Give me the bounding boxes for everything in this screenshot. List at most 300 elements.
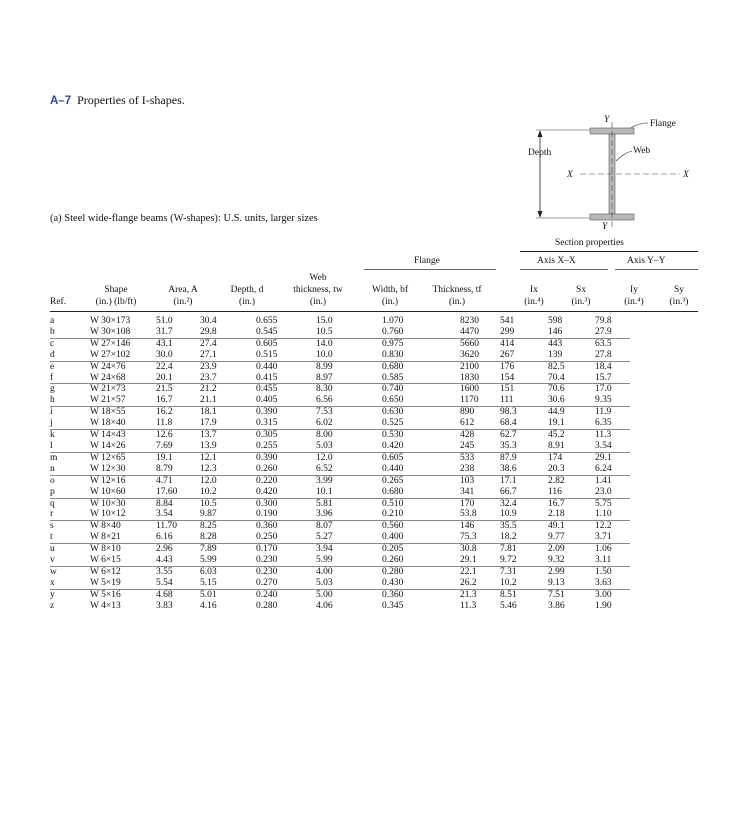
shape-cell: W 10×60 bbox=[90, 486, 126, 497]
web-cell: 0.190 bbox=[256, 509, 278, 520]
area-column-header: Area, A (in.²) bbox=[168, 285, 198, 307]
table-title bbox=[50, 93, 185, 108]
ix-cell: 245 bbox=[460, 440, 475, 451]
area-cell: 31.7 bbox=[156, 326, 173, 337]
web-cell: 0.415 bbox=[256, 372, 278, 383]
table-row bbox=[50, 384, 630, 395]
web-cell: 0.300 bbox=[256, 498, 316, 509]
ix-cell: 5660 bbox=[460, 338, 500, 349]
iy-cell: 70.4 bbox=[548, 372, 565, 383]
iy-cell: 45.2 bbox=[548, 430, 595, 441]
shape-cell: W 18×55 bbox=[90, 407, 156, 418]
shape-cell: W 18×40 bbox=[90, 418, 126, 429]
table-row bbox=[50, 452, 630, 463]
ref-cell: f bbox=[50, 372, 54, 383]
w-shapes-table bbox=[50, 316, 630, 612]
flange-label: Flange bbox=[650, 119, 676, 129]
ref-cell: o bbox=[50, 475, 90, 486]
depth-cell: 6.03 bbox=[200, 566, 256, 577]
table-row bbox=[50, 464, 630, 475]
ref-cell: r bbox=[50, 509, 54, 520]
sx-cell: 5.46 bbox=[500, 600, 517, 611]
fw-cell: 3.94 bbox=[316, 544, 382, 555]
fw-cell: 12.0 bbox=[316, 452, 382, 463]
web-cell: 0.305 bbox=[256, 430, 316, 441]
sx-cell: 68.4 bbox=[500, 418, 517, 429]
fw-cell: 6.02 bbox=[316, 418, 333, 429]
depth-cell: 13.7 bbox=[200, 430, 256, 441]
ref-cell: q bbox=[50, 498, 90, 509]
ix-cell: 1170 bbox=[460, 395, 479, 406]
sx-cell: 151 bbox=[500, 384, 548, 395]
area-cell: 30.0 bbox=[156, 349, 173, 360]
sy-cell: 1.06 bbox=[595, 544, 630, 555]
table-row bbox=[50, 544, 630, 555]
fw-cell: 10.5 bbox=[316, 326, 333, 337]
area-cell: 3.54 bbox=[156, 509, 173, 520]
ft-cell: 0.210 bbox=[382, 509, 404, 520]
iy-cell: 19.1 bbox=[548, 418, 565, 429]
ix-cell: 75.3 bbox=[460, 532, 477, 543]
ft-cell: 0.440 bbox=[382, 463, 404, 474]
iy-cell: 9.77 bbox=[548, 532, 565, 543]
ft-cell: 0.760 bbox=[382, 326, 404, 337]
web-cell: 0.280 bbox=[256, 600, 278, 611]
web-cell: 0.405 bbox=[256, 395, 278, 406]
web-cell: 0.270 bbox=[256, 577, 278, 588]
iy-cell: 3.86 bbox=[548, 600, 565, 611]
depth-cell: 17.9 bbox=[200, 418, 217, 429]
ix-cell: 612 bbox=[460, 418, 475, 429]
fw-cell: 8.30 bbox=[316, 384, 382, 395]
sy-cell: 27.9 bbox=[595, 326, 612, 337]
ft-cell: 0.430 bbox=[382, 577, 404, 588]
sy-cell: 79.8 bbox=[595, 316, 612, 326]
iy-cell: 598 bbox=[548, 316, 563, 326]
ft-cell: 0.510 bbox=[382, 498, 460, 509]
ix-cell: 146 bbox=[460, 521, 500, 532]
ref-cell: l bbox=[50, 440, 53, 451]
table-row bbox=[50, 601, 630, 612]
web-cell: 0.240 bbox=[256, 589, 316, 600]
sy-cell: 15.7 bbox=[595, 372, 612, 383]
web-cell: 0.315 bbox=[256, 418, 278, 429]
ix-cell: 29.1 bbox=[460, 555, 477, 566]
area-cell: 4.43 bbox=[156, 555, 173, 566]
web-cell: 0.655 bbox=[256, 316, 278, 326]
depth-cell: 30.4 bbox=[200, 316, 217, 326]
sy-cell: 12.2 bbox=[595, 521, 630, 532]
sx-cell: 7.31 bbox=[500, 566, 548, 577]
table-row bbox=[50, 350, 630, 361]
depth-cell: 27.4 bbox=[200, 338, 256, 349]
web-cell: 0.255 bbox=[256, 440, 278, 451]
sy-cell: 29.1 bbox=[595, 452, 630, 463]
iy-cell: 443 bbox=[548, 338, 595, 349]
ref-cell: a bbox=[50, 316, 55, 326]
area-cell: 3.55 bbox=[156, 566, 200, 577]
web-cell: 0.230 bbox=[256, 566, 316, 577]
sx-cell: 7.81 bbox=[500, 544, 548, 555]
fw-cell: 15.0 bbox=[316, 316, 333, 326]
shape-cell: W 8×21 bbox=[90, 532, 121, 543]
fw-cell: 14.0 bbox=[316, 338, 382, 349]
iy-cell: 16.7 bbox=[548, 498, 595, 509]
ref-cell: s bbox=[50, 521, 90, 532]
fw-cell: 6.52 bbox=[316, 463, 333, 474]
ref-cell: n bbox=[50, 463, 55, 474]
area-cell: 11.70 bbox=[156, 521, 200, 532]
sy-cell: 3.11 bbox=[595, 555, 612, 566]
table-row bbox=[50, 475, 630, 486]
ft-cell: 0.605 bbox=[382, 452, 460, 463]
sy-column-header: Sy (in.³) bbox=[669, 285, 689, 307]
depth-arrow-top bbox=[538, 130, 543, 137]
fw-cell: 3.99 bbox=[316, 475, 382, 486]
area-cell: 12.6 bbox=[156, 430, 200, 441]
fw-cell: 6.56 bbox=[316, 395, 333, 406]
y-axis-label-bottom: Y bbox=[602, 222, 608, 231]
table-title-text: Properties of I-shapes. bbox=[77, 93, 185, 107]
ix-cell: 103 bbox=[460, 475, 500, 486]
web-cell: 0.605 bbox=[256, 338, 316, 349]
flange-header: Flange bbox=[414, 256, 440, 266]
table-subtitle: (a) Steel wide-flange beams (W-shapes): U.S. units, larger sizes bbox=[50, 213, 318, 224]
ref-cell: y bbox=[50, 589, 90, 600]
shape-cell: W 5×16 bbox=[90, 589, 156, 600]
web-cell: 0.515 bbox=[256, 349, 278, 360]
shape-cell: W 24×76 bbox=[90, 361, 156, 372]
web-cell: 0.360 bbox=[256, 521, 316, 532]
table-row bbox=[50, 521, 630, 532]
shape-column-header: Shape (in.) (lb/ft) bbox=[95, 285, 137, 307]
table-row bbox=[50, 373, 630, 384]
web-cell: 0.420 bbox=[256, 486, 278, 497]
ft-cell: 1.070 bbox=[382, 316, 404, 326]
flange-thickness-column-header: Thickness, tf (in.) bbox=[432, 285, 482, 307]
table-row bbox=[50, 316, 630, 327]
depth-cell: 21.1 bbox=[200, 395, 217, 406]
fw-cell: 10.1 bbox=[316, 486, 333, 497]
shape-cell: W 27×146 bbox=[90, 338, 156, 349]
fw-cell: 4.06 bbox=[316, 600, 333, 611]
ix-cell: 22.1 bbox=[460, 566, 500, 577]
fw-cell: 4.00 bbox=[316, 566, 382, 577]
ft-cell: 0.830 bbox=[382, 349, 404, 360]
sy-cell: 11.9 bbox=[595, 407, 630, 418]
ref-cell: d bbox=[50, 349, 55, 360]
fw-cell: 8.97 bbox=[316, 372, 333, 383]
sx-cell: 10.2 bbox=[500, 577, 517, 588]
flange-width-column-header: Width, bf (in.) bbox=[371, 285, 409, 307]
ix-cell: 4470 bbox=[460, 326, 479, 337]
ft-cell: 0.360 bbox=[382, 589, 460, 600]
ref-column-header: Ref. bbox=[50, 297, 67, 307]
sx-cell: 9.72 bbox=[500, 555, 517, 566]
iy-column-header: Iy (in.⁴) bbox=[624, 285, 644, 307]
shape-cell: W 14×26 bbox=[90, 440, 126, 451]
depth-cell: 4.16 bbox=[200, 600, 217, 611]
iy-cell: 30.6 bbox=[548, 395, 565, 406]
area-cell: 43.1 bbox=[156, 338, 200, 349]
depth-arrow-bottom bbox=[538, 211, 543, 218]
sy-cell: 1.50 bbox=[595, 566, 630, 577]
web-cell: 0.390 bbox=[256, 407, 316, 418]
iy-cell: 7.51 bbox=[548, 589, 595, 600]
sy-cell: 5.75 bbox=[595, 498, 630, 509]
sy-cell: 23.0 bbox=[595, 486, 612, 497]
sy-cell: 6.24 bbox=[595, 463, 612, 474]
x-axis-label-right: X bbox=[683, 170, 689, 180]
sy-cell: 11.3 bbox=[595, 430, 630, 441]
sx-cell: 18.2 bbox=[500, 532, 517, 543]
fw-cell: 3.96 bbox=[316, 509, 333, 520]
shape-cell: W 10×30 bbox=[90, 498, 156, 509]
fw-cell: 5.81 bbox=[316, 498, 382, 509]
ix-cell: 3620 bbox=[460, 349, 479, 360]
iy-cell: 146 bbox=[548, 326, 563, 337]
sy-cell: 3.71 bbox=[595, 532, 612, 543]
table-row bbox=[50, 589, 630, 600]
iy-cell: 139 bbox=[548, 349, 563, 360]
fw-cell: 5.00 bbox=[316, 589, 382, 600]
depth-column-header: Depth, d (in.) bbox=[230, 285, 264, 307]
table-row bbox=[50, 361, 630, 372]
depth-label: Depth bbox=[528, 148, 552, 158]
depth-cell: 12.0 bbox=[200, 475, 256, 486]
ix-cell: 11.3 bbox=[460, 600, 477, 611]
iy-cell: 44.9 bbox=[548, 407, 595, 418]
shape-cell: W 4×13 bbox=[90, 600, 121, 611]
ix-cell: 8230 bbox=[460, 316, 479, 326]
iy-cell: 2.18 bbox=[548, 509, 565, 520]
ix-cell: 26.2 bbox=[460, 577, 477, 588]
area-cell: 21.5 bbox=[156, 384, 200, 395]
fw-cell: 5.03 bbox=[316, 440, 333, 451]
i-beam-diagram bbox=[520, 113, 720, 231]
area-cell: 8.84 bbox=[156, 498, 200, 509]
ix-cell: 1830 bbox=[460, 372, 479, 383]
depth-cell: 5.01 bbox=[200, 589, 256, 600]
depth-cell: 8.25 bbox=[200, 521, 256, 532]
shape-cell: W 12×16 bbox=[90, 475, 156, 486]
table-row bbox=[50, 532, 630, 543]
area-cell: 4.68 bbox=[156, 589, 200, 600]
depth-cell: 23.7 bbox=[200, 372, 217, 383]
ref-cell: m bbox=[50, 452, 90, 463]
depth-cell: 12.3 bbox=[200, 463, 217, 474]
depth-cell: 13.9 bbox=[200, 440, 217, 451]
ft-cell: 0.680 bbox=[382, 361, 460, 372]
fw-cell: 5.03 bbox=[316, 577, 333, 588]
web-label: Web bbox=[633, 146, 651, 156]
area-cell: 7.69 bbox=[156, 440, 173, 451]
shape-cell: W 8×10 bbox=[90, 544, 156, 555]
ft-cell: 0.345 bbox=[382, 600, 404, 611]
depth-cell: 7.89 bbox=[200, 544, 256, 555]
depth-cell: 21.2 bbox=[200, 384, 256, 395]
ft-cell: 0.740 bbox=[382, 384, 460, 395]
iy-cell: 20.3 bbox=[548, 463, 565, 474]
ix-cell: 341 bbox=[460, 486, 475, 497]
table-row bbox=[50, 578, 630, 589]
table-row bbox=[50, 555, 630, 566]
web-cell: 0.230 bbox=[256, 555, 278, 566]
shape-cell: W 8×40 bbox=[90, 521, 156, 532]
table-row bbox=[50, 487, 630, 498]
sx-cell: 10.9 bbox=[500, 509, 517, 520]
area-cell: 2.96 bbox=[156, 544, 200, 555]
shape-cell: W 27×102 bbox=[90, 349, 131, 360]
web-cell: 0.250 bbox=[256, 532, 278, 543]
sy-cell: 18.4 bbox=[595, 361, 630, 372]
fw-cell: 8.07 bbox=[316, 521, 382, 532]
table-row bbox=[50, 327, 630, 338]
depth-cell: 8.28 bbox=[200, 532, 217, 543]
web-cell: 0.455 bbox=[256, 384, 316, 395]
web-cell: 0.545 bbox=[256, 326, 278, 337]
shape-cell: W 30×108 bbox=[90, 326, 131, 337]
sy-cell: 63.5 bbox=[595, 338, 630, 349]
iy-cell: 70.6 bbox=[548, 384, 595, 395]
ft-cell: 0.265 bbox=[382, 475, 460, 486]
shape-cell: W 12×65 bbox=[90, 452, 156, 463]
sy-cell: 3.00 bbox=[595, 589, 630, 600]
iy-cell: 8.91 bbox=[548, 440, 565, 451]
ft-cell: 0.975 bbox=[382, 338, 460, 349]
y-axis-label-top: Y bbox=[604, 115, 610, 125]
ref-cell: g bbox=[50, 384, 90, 395]
area-cell: 8.79 bbox=[156, 463, 173, 474]
depth-cell: 12.1 bbox=[200, 452, 256, 463]
ft-cell: 0.680 bbox=[382, 486, 404, 497]
ref-cell: t bbox=[50, 532, 53, 543]
ref-cell: p bbox=[50, 486, 55, 497]
sy-cell: 1.10 bbox=[595, 509, 612, 520]
sx-cell: 35.5 bbox=[500, 521, 548, 532]
web-cell: 0.390 bbox=[256, 452, 316, 463]
sy-cell: 6.35 bbox=[595, 418, 612, 429]
depth-cell: 10.5 bbox=[200, 498, 256, 509]
sy-cell: 3.63 bbox=[595, 577, 612, 588]
web-thickness-column-header: Web thickness, tw (in.) bbox=[293, 273, 343, 307]
ix-cell: 1600 bbox=[460, 384, 500, 395]
section-properties-header: Section properties bbox=[555, 238, 624, 248]
web-cell: 0.170 bbox=[256, 544, 316, 555]
ft-cell: 0.650 bbox=[382, 395, 404, 406]
depth-cell: 5.99 bbox=[200, 555, 217, 566]
shape-cell: W 14×43 bbox=[90, 430, 156, 441]
table-row bbox=[50, 566, 630, 577]
shape-cell: W 30×173 bbox=[90, 316, 131, 326]
sx-cell: 267 bbox=[500, 349, 515, 360]
ix-cell: 53.8 bbox=[460, 509, 477, 520]
ix-column-header: Ix (in.⁴) bbox=[524, 285, 544, 307]
area-cell: 4.71 bbox=[156, 475, 200, 486]
sx-cell: 66.7 bbox=[500, 486, 517, 497]
x-axis-label-left: X bbox=[567, 170, 573, 180]
ref-cell: j bbox=[50, 418, 53, 429]
ref-cell: u bbox=[50, 544, 90, 555]
iy-cell: 2.82 bbox=[548, 475, 595, 486]
ft-cell: 0.630 bbox=[382, 407, 460, 418]
sy-cell: 3.54 bbox=[595, 440, 612, 451]
area-cell: 16.7 bbox=[156, 395, 173, 406]
fw-cell: 8.99 bbox=[316, 361, 382, 372]
ref-cell: e bbox=[50, 361, 90, 372]
depth-cell: 23.9 bbox=[200, 361, 256, 372]
sx-cell: 541 bbox=[500, 316, 515, 326]
sx-cell: 38.6 bbox=[500, 463, 517, 474]
axis-xx-header: Axis X–X bbox=[537, 256, 576, 266]
ref-cell: c bbox=[50, 338, 90, 349]
fw-cell: 10.0 bbox=[316, 349, 333, 360]
area-cell: 16.2 bbox=[156, 407, 200, 418]
shape-cell: W 12×30 bbox=[90, 463, 126, 474]
table-row bbox=[50, 498, 630, 509]
sx-cell: 111 bbox=[500, 395, 514, 406]
area-cell: 22.4 bbox=[156, 361, 200, 372]
fw-cell: 8.00 bbox=[316, 430, 382, 441]
ref-cell: h bbox=[50, 395, 55, 406]
area-cell: 51.0 bbox=[156, 316, 173, 326]
sx-cell: 154 bbox=[500, 372, 515, 383]
depth-cell: 27.1 bbox=[200, 349, 217, 360]
sx-cell: 176 bbox=[500, 361, 548, 372]
ft-cell: 0.400 bbox=[382, 532, 404, 543]
table-row bbox=[50, 441, 630, 452]
web-cell: 0.220 bbox=[256, 475, 316, 486]
ft-cell: 0.260 bbox=[382, 555, 404, 566]
area-cell: 5.54 bbox=[156, 577, 173, 588]
sx-cell: 87.9 bbox=[500, 452, 548, 463]
depth-cell: 10.2 bbox=[200, 486, 217, 497]
sy-cell: 9.35 bbox=[595, 395, 612, 406]
table-row bbox=[50, 407, 630, 418]
web-cell: 0.440 bbox=[256, 361, 316, 372]
depth-cell: 29.8 bbox=[200, 326, 217, 337]
ref-cell: z bbox=[50, 600, 55, 611]
iy-cell: 82.5 bbox=[548, 361, 595, 372]
sx-cell: 299 bbox=[500, 326, 515, 337]
ft-cell: 0.525 bbox=[382, 418, 404, 429]
ft-cell: 0.280 bbox=[382, 566, 460, 577]
web-cell: 0.260 bbox=[256, 463, 278, 474]
iy-cell: 2.99 bbox=[548, 566, 595, 577]
depth-cell: 5.15 bbox=[200, 577, 217, 588]
ref-cell: b bbox=[50, 326, 55, 337]
fw-cell: 5.99 bbox=[316, 555, 333, 566]
fw-cell: 7.53 bbox=[316, 407, 382, 418]
area-cell: 6.16 bbox=[156, 532, 173, 543]
sx-cell: 17.1 bbox=[500, 475, 548, 486]
shape-cell: W 5×19 bbox=[90, 577, 121, 588]
shape-cell: W 21×73 bbox=[90, 384, 156, 395]
sy-cell: 17.0 bbox=[595, 384, 630, 395]
ft-cell: 0.530 bbox=[382, 430, 460, 441]
ix-cell: 30.8 bbox=[460, 544, 500, 555]
shape-cell: W 10×12 bbox=[90, 509, 126, 520]
ref-cell: i bbox=[50, 407, 90, 418]
ix-cell: 890 bbox=[460, 407, 500, 418]
table-row bbox=[50, 509, 630, 520]
area-cell: 3.83 bbox=[156, 600, 173, 611]
ix-cell: 170 bbox=[460, 498, 500, 509]
sx-cell: 98.3 bbox=[500, 407, 548, 418]
table-row bbox=[50, 338, 630, 349]
iy-cell: 2.09 bbox=[548, 544, 595, 555]
area-cell: 19.1 bbox=[156, 452, 200, 463]
